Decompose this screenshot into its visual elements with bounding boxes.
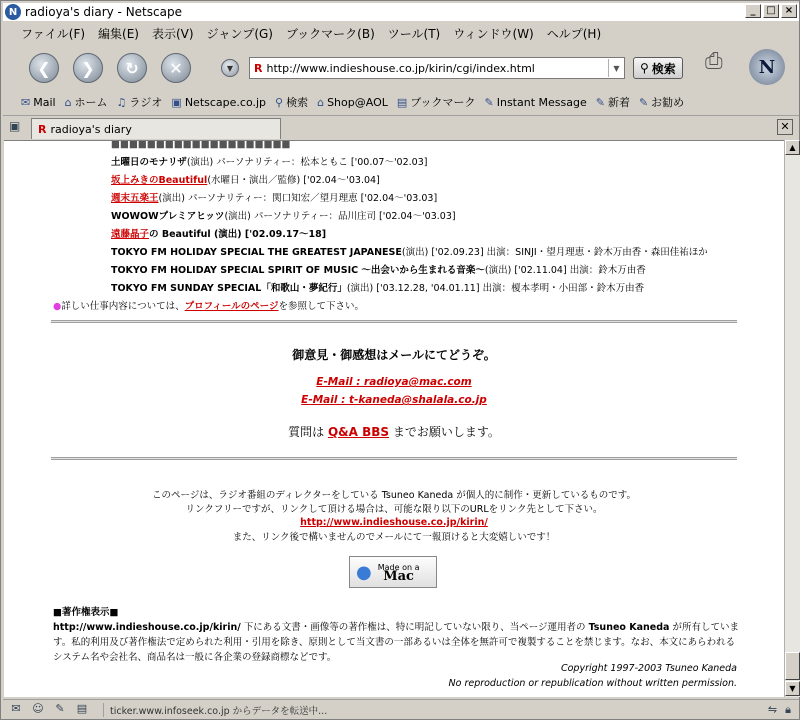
site-url-link[interactable]: http://www.indieshouse.co.jp/kirin/ bbox=[300, 517, 488, 528]
menu-window[interactable]: ウィンドウ(W) bbox=[453, 26, 534, 41]
menu-tools[interactable]: ツール(T) bbox=[387, 26, 441, 41]
toolbar-item-label: Shop@AOL bbox=[327, 95, 388, 109]
copyright-text: 下にある文書・画像等の著作権は、特に明記していない限り、当ページ運用者の bbox=[240, 622, 589, 633]
copyright-owner: Tsuneo Kaneda bbox=[588, 622, 670, 633]
personal-toolbar bbox=[3, 91, 799, 113]
about-line-1: このページは、ラジオ番組のディレクターをしている Tsuneo Kaneda が個人的に制作・更新しているものです。 bbox=[152, 490, 636, 501]
forward-arrow-icon: ❯ bbox=[81, 58, 95, 78]
toolbar-item-label: 検索 bbox=[286, 96, 309, 109]
work-title-link[interactable]: 週末五楽王 bbox=[111, 193, 159, 204]
email-link-2[interactable]: E-Mail : t-kaneda@shalala.co.jp bbox=[301, 394, 487, 406]
work-detail: (演出) ['03.12.28, '04.01.11] 出演：榎本孝明・小田部・鈴木万由香 bbox=[346, 283, 645, 294]
profile-note-text: 詳しい仕事内容については、 bbox=[61, 301, 185, 312]
address-book-icon[interactable]: ▤ bbox=[76, 701, 88, 715]
shop-icon: ⌂ bbox=[317, 95, 325, 109]
copyright-text: が所有しています。私的利用及び著作権法で定められた利用・引用を除き、原則として当文書の一部あるいは全体を無許可で複製することを禁じます。なお、本文にあらわれるシステム名や会社名、商品名は一般に各企業の登録商標などです。 bbox=[53, 622, 739, 663]
status-bar bbox=[3, 699, 799, 719]
back-arrow-icon: ❮ bbox=[37, 58, 51, 78]
qa-bbs-link[interactable]: Q&A BBS bbox=[327, 425, 390, 439]
work-detail: (演出) ['02.09.23] 出演：SINJI・望月理恵・鈴木万由香・森田佳祐ほか bbox=[401, 247, 708, 258]
stop-button[interactable] bbox=[161, 53, 191, 83]
work-item bbox=[111, 226, 326, 240]
menu-help[interactable]: ヘルプ(H) bbox=[546, 26, 602, 41]
toolbar-item-label: Netscape.co.jp bbox=[184, 95, 267, 109]
work-item bbox=[111, 154, 427, 168]
copyright-line-2: No reproduction or republication without written permission. bbox=[448, 678, 737, 689]
work-title: 土曜日のモナリザ bbox=[111, 157, 187, 168]
recommend-icon: ✎ bbox=[638, 95, 649, 109]
radio-icon: ♫ bbox=[116, 95, 127, 109]
profile-note bbox=[53, 298, 364, 312]
vertical-scrollbar[interactable] bbox=[784, 140, 800, 697]
forward-button[interactable] bbox=[73, 53, 103, 83]
work-item bbox=[111, 172, 380, 186]
profile-page-link[interactable]: プロフィールのページ bbox=[184, 301, 279, 312]
toolbar-item-instant-message[interactable] bbox=[485, 96, 587, 109]
work-item bbox=[111, 190, 437, 204]
mail-status-icon[interactable]: ✉ bbox=[11, 701, 21, 715]
scroll-down-button[interactable]: ▼ bbox=[785, 681, 800, 696]
copyright-notice bbox=[53, 605, 739, 665]
title-bar bbox=[3, 3, 799, 21]
work-item bbox=[111, 262, 646, 276]
maximize-button[interactable]: □ bbox=[763, 4, 779, 18]
copyright-footer bbox=[337, 661, 737, 691]
qa-line bbox=[4, 423, 784, 440]
new-tab-icon[interactable]: ▣ bbox=[9, 119, 21, 133]
stop-icon: ✕ bbox=[169, 58, 183, 78]
window-title: radioya's diary - Netscape bbox=[25, 5, 182, 19]
work-detail: (演出) パーソナリティー：松本ともこ ['00.07～'02.03] bbox=[186, 157, 428, 168]
toolbar-item-search[interactable] bbox=[275, 94, 308, 110]
netscape-throbber-logo[interactable]: N bbox=[749, 49, 785, 85]
search-button[interactable] bbox=[633, 57, 683, 79]
new-icon: ✎ bbox=[595, 95, 605, 109]
qa-text: 質問は bbox=[288, 425, 328, 439]
menu-view[interactable]: 表示(V) bbox=[151, 26, 194, 41]
mail-icon: ✉ bbox=[21, 95, 31, 109]
minimize-button[interactable]: _ bbox=[745, 4, 761, 18]
online-status-icon: ⇋ bbox=[767, 702, 778, 716]
tab-bar bbox=[3, 115, 799, 139]
menu-jump[interactable]: ジャンプ(G) bbox=[206, 26, 273, 41]
toolbar-item-label: Instant Message bbox=[496, 95, 587, 109]
toolbar-item-netscape[interactable] bbox=[171, 96, 266, 109]
chevron-down-icon: ▼ bbox=[226, 63, 234, 73]
toolbar-item-label: ホーム bbox=[74, 96, 108, 109]
work-item-partial: ■■■■■■■■■■■■■■■■■■■■ bbox=[111, 140, 291, 150]
apple-logo-icon: ● bbox=[356, 561, 372, 583]
about-line-2: リンクフリーですが、リンクして頂ける場合は、可能な限り以下のURLをリンク先として下さい。 bbox=[185, 504, 603, 515]
menu-file[interactable]: ファイル(F) bbox=[21, 26, 86, 41]
composer-icon[interactable]: ✎ bbox=[55, 701, 65, 715]
history-dropdown-button[interactable] bbox=[221, 59, 239, 77]
menu-bookmarks[interactable]: ブックマーク(B) bbox=[286, 26, 375, 41]
scroll-up-button[interactable]: ▲ bbox=[785, 140, 800, 155]
navigation-toolbar bbox=[3, 45, 799, 91]
site-favicon-icon: R bbox=[38, 122, 47, 136]
work-title: TOKYO FM SUNDAY SPECIAL「和歌山・夢紀行」 bbox=[111, 283, 347, 294]
address-bar[interactable] bbox=[249, 57, 625, 79]
im-status-icon[interactable]: ☺ bbox=[32, 701, 44, 715]
magnifier-icon: ⚲ bbox=[640, 61, 649, 75]
status-text: ticker.www.infoseek.co.jp からデータを転送中... bbox=[103, 703, 327, 717]
work-title: TOKYO FM HOLIDAY SPECIAL SPIRIT OF MUSIC ～出会いから生まれる音楽～ bbox=[111, 265, 485, 276]
work-item bbox=[111, 208, 456, 222]
toolbar-item-home[interactable] bbox=[65, 94, 108, 110]
work-title-link[interactable]: 遠藤晶子 bbox=[111, 229, 150, 240]
work-detail: (演出) ['02.11.04] 出演：鈴木万由香 bbox=[484, 265, 646, 276]
toolbar-item-shop[interactable] bbox=[317, 96, 388, 109]
menu-edit[interactable]: 編集(E) bbox=[98, 26, 139, 41]
reload-button[interactable] bbox=[117, 53, 147, 83]
about-line-3: また、リンク後で構いませんのでメールにて一報頂けると大変嬉しいです！ bbox=[232, 532, 556, 543]
netscape-app-icon: N bbox=[5, 4, 21, 20]
reload-icon: ↻ bbox=[125, 58, 139, 78]
page-content bbox=[4, 140, 784, 697]
bookmark-icon: ▤ bbox=[396, 95, 408, 109]
close-tab-button[interactable]: ✕ bbox=[777, 119, 793, 135]
copyright-line-1: Copyright 1997-2003 Tsuneo Kaneda bbox=[560, 663, 737, 674]
toolbar-item-label: 新着 bbox=[607, 96, 630, 109]
bullet-icon: ● bbox=[53, 301, 62, 312]
toolbar-item-recommend[interactable] bbox=[639, 94, 684, 110]
print-icon[interactable]: ⎙ bbox=[705, 49, 723, 74]
url-input[interactable] bbox=[266, 62, 576, 75]
toolbar-item-label: Mail bbox=[33, 95, 56, 109]
profile-note-text: を参照して下さい。 bbox=[278, 301, 364, 312]
toolbar-item-mail[interactable] bbox=[21, 96, 56, 109]
copyright-url: http://www.indieshouse.co.jp/kirin/ bbox=[53, 622, 241, 633]
work-detail: (水曜日・演出／監修) ['02.04～'03.04] bbox=[207, 175, 380, 186]
qa-text: までお願いします。 bbox=[389, 425, 500, 439]
work-title: WOWOWプレミアヒッツ bbox=[111, 211, 225, 222]
back-button[interactable] bbox=[29, 53, 59, 83]
site-favicon-icon: R bbox=[254, 61, 263, 75]
divider bbox=[51, 320, 737, 323]
divider bbox=[51, 457, 737, 460]
home-icon: ⌂ bbox=[64, 95, 72, 109]
toolbar-item-label: ブックマーク bbox=[410, 96, 476, 109]
work-detail: (演出) パーソナリティー：品川庄司 ['02.04～'03.03] bbox=[224, 211, 456, 222]
badge-text bbox=[377, 563, 420, 584]
menu-bar bbox=[3, 23, 799, 43]
toolbar-item-radio[interactable] bbox=[117, 94, 163, 110]
work-detail: (演出) パーソナリティー：関口知宏／望月理恵 ['02.04～'03.03] bbox=[158, 193, 438, 204]
netscape-icon: ▣ bbox=[171, 95, 182, 109]
work-title-link[interactable]: 坂上みきのBeautiful bbox=[111, 175, 208, 186]
url-dropdown-button[interactable]: ▼ bbox=[608, 59, 624, 77]
im-icon: ✎ bbox=[484, 95, 494, 109]
tab-label: radioya's diary bbox=[50, 122, 132, 136]
close-window-button[interactable]: × bbox=[781, 4, 797, 18]
work-item bbox=[111, 244, 708, 258]
copyright-heading: ■著作権表示■ bbox=[53, 607, 119, 618]
contact-heading: 御意見・御感想はメールにてどうぞ。 bbox=[292, 348, 496, 362]
work-title: TOKYO FM HOLIDAY SPECIAL THE GREATEST JAPANESE bbox=[111, 247, 402, 258]
search-button-label: 検索 bbox=[651, 61, 676, 76]
email-link-1[interactable]: E-Mail : radioya@mac.com bbox=[316, 376, 472, 388]
work-detail: の Beautiful (演出) ['02.09.17～18] bbox=[149, 229, 327, 240]
scroll-thumb[interactable] bbox=[785, 652, 800, 680]
made-on-a-mac-badge[interactable] bbox=[349, 556, 437, 588]
copyright-body bbox=[53, 620, 739, 665]
toolbar-item-bookmarks[interactable] bbox=[397, 94, 476, 110]
toolbar-item-label: ラジオ bbox=[129, 96, 163, 109]
toolbar-item-new[interactable] bbox=[596, 94, 630, 110]
badge-mac-text: Mac bbox=[383, 569, 414, 584]
work-item bbox=[111, 280, 644, 294]
search-icon: ⚲ bbox=[275, 95, 284, 109]
badge-top-text: Made on a bbox=[377, 563, 420, 572]
toolbar-item-label: お勧め bbox=[651, 96, 685, 109]
tab-radioyas-diary[interactable] bbox=[31, 118, 281, 139]
security-lock-icon[interactable]: 🔒︎ bbox=[785, 702, 791, 716]
